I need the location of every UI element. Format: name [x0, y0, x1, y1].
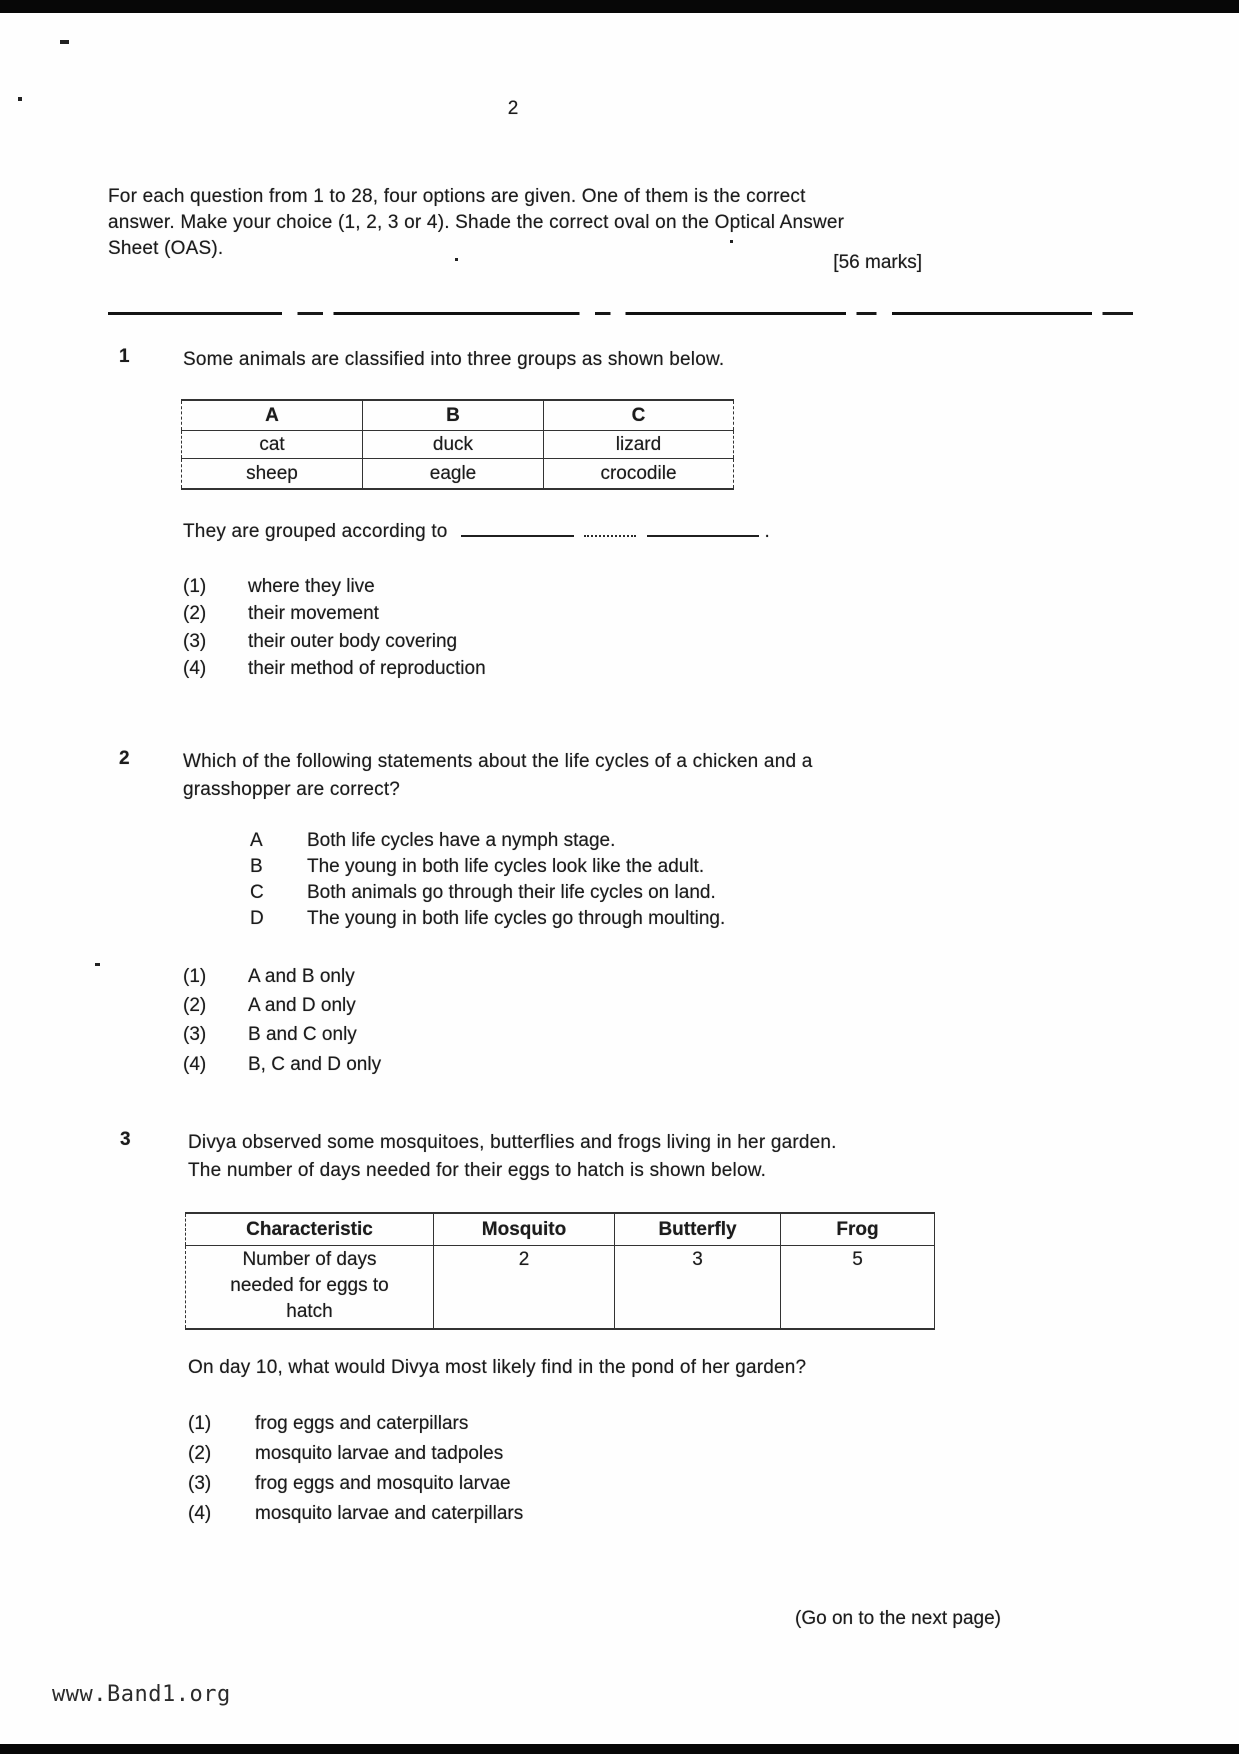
statement-row — [250, 908, 930, 934]
statement-row — [250, 882, 930, 908]
statement-row — [250, 830, 930, 856]
table-cell: duck — [363, 431, 544, 459]
scan-artifact-top-bar — [0, 0, 1239, 13]
table-header-row — [186, 1213, 935, 1246]
question-1-number: 1 — [119, 346, 130, 367]
question-text-line: The number of days needed for their eggs to hatch is shown below. — [188, 1160, 767, 1181]
statement-text: The young in both life cycles go through moulting. — [307, 908, 726, 929]
option-text: their movement — [248, 603, 379, 625]
table-cell: lizard — [544, 431, 734, 459]
option-row — [188, 1473, 788, 1503]
statement-label: A — [250, 830, 263, 851]
table-header-cell: C — [544, 400, 734, 431]
row-label-line: needed for eggs to — [230, 1275, 389, 1296]
prompt-suffix: . — [764, 521, 770, 542]
question-3-text — [188, 1129, 958, 1185]
question-1-options — [183, 576, 783, 686]
row-label-line: hatch — [286, 1301, 333, 1322]
statement-label: C — [250, 882, 264, 903]
option-label: (4) — [183, 658, 207, 680]
question-2-number: 2 — [119, 748, 130, 769]
option-row — [188, 1503, 788, 1533]
question-1-text: Some animals are classified into three groups as shown below. — [183, 349, 725, 370]
option-label: (3) — [183, 630, 207, 652]
statement-label: D — [250, 908, 264, 929]
option-label: (3) — [183, 1024, 207, 1046]
option-label: (1) — [188, 1413, 212, 1434]
question-1-table — [181, 399, 734, 490]
instructions — [108, 184, 948, 263]
option-text: B, C and D only — [248, 1053, 382, 1075]
option-label: (2) — [183, 995, 207, 1017]
scan-speck — [60, 40, 69, 44]
table-header-cell: Butterfly — [615, 1213, 781, 1246]
option-row — [183, 1024, 783, 1053]
option-text: frog eggs and mosquito larvae — [255, 1473, 511, 1494]
question-2-statements — [250, 830, 930, 934]
option-row — [183, 603, 783, 630]
option-text: where they live — [248, 576, 375, 597]
option-row — [183, 631, 783, 658]
watermark: www.Band1.org — [52, 1682, 231, 1707]
table-header-row — [182, 400, 734, 431]
option-row — [183, 1054, 783, 1083]
table-cell: 3 — [615, 1246, 781, 1330]
question-2-text — [183, 748, 943, 803]
question-3-number: 3 — [120, 1129, 131, 1150]
statement-row — [250, 856, 930, 882]
table-cell: eagle — [363, 459, 544, 490]
question-1-prompt — [183, 518, 933, 545]
table-header-cell: Characteristic — [186, 1213, 434, 1246]
statement-text: Both life cycles have a nymph stage. — [307, 830, 616, 851]
table-row — [186, 1246, 935, 1330]
table-cell: crocodile — [544, 459, 734, 490]
option-label: (2) — [183, 603, 207, 625]
answer-blank — [584, 520, 636, 537]
table-row — [182, 459, 734, 490]
question-2-options — [183, 966, 783, 1083]
table-header-cell: Frog — [781, 1213, 935, 1246]
question-text-line: grasshopper are correct? — [183, 778, 401, 800]
table-header-cell: B — [363, 400, 544, 431]
row-label-line: Number of days — [242, 1249, 377, 1270]
scan-artifact-bottom-bar — [0, 1744, 1239, 1754]
option-row — [188, 1413, 788, 1443]
question-3-table — [185, 1212, 935, 1330]
option-row — [188, 1443, 788, 1473]
option-label: (3) — [188, 1473, 212, 1494]
scan-speck — [18, 97, 22, 101]
option-row — [183, 995, 783, 1024]
statement-text: The young in both life cycles look like the adult. — [307, 856, 705, 877]
table-row — [182, 431, 734, 459]
option-text: mosquito larvae and caterpillars — [255, 1503, 524, 1524]
option-row — [183, 658, 783, 685]
statement-text: Both animals go through their life cycles on land. — [307, 882, 716, 903]
option-label: (2) — [188, 1443, 212, 1464]
marks-total: [56 marks] — [833, 252, 922, 273]
option-text: mosquito larvae and tadpoles — [255, 1443, 504, 1464]
instructions-line: Sheet (OAS). — [108, 238, 224, 260]
scan-speck — [95, 963, 100, 966]
question-text-line: Divya observed some mosquitoes, butterflies and frogs living in her garden. — [188, 1132, 837, 1153]
option-label: (1) — [183, 576, 207, 597]
option-label: (4) — [183, 1053, 207, 1075]
option-label: (4) — [188, 1503, 212, 1524]
option-row — [183, 576, 783, 603]
option-text: their outer body covering — [248, 630, 458, 652]
option-text: frog eggs and caterpillars — [255, 1413, 469, 1434]
option-text: A and B only — [248, 966, 355, 987]
answer-blank — [461, 520, 574, 537]
next-page-note: (Go on to the next page) — [795, 1608, 1001, 1629]
option-row — [183, 966, 783, 995]
table-cell: sheep — [182, 459, 363, 490]
answer-blank — [647, 520, 759, 537]
option-text: A and D only — [248, 995, 356, 1017]
table-row-label — [186, 1246, 434, 1330]
option-text: their method of reproduction — [248, 658, 486, 680]
instructions-line: For each question from 1 to 28, four options are given. One of them is the correct — [108, 186, 806, 207]
instructions-line: answer. Make your choice (1, 2, 3 or 4). Shade the correct oval on the Optical Answer — [108, 212, 845, 234]
section-divider — [108, 312, 1133, 315]
statement-label: B — [250, 856, 263, 877]
table-cell: 2 — [434, 1246, 615, 1330]
option-label: (1) — [183, 966, 207, 987]
question-text-line: Which of the following statements about the life cycles of a chicken and a — [183, 751, 813, 772]
table-header-cell: A — [182, 400, 363, 431]
table-header-cell: Mosquito — [434, 1213, 615, 1246]
page-number: 2 — [507, 98, 519, 119]
table-cell: 5 — [781, 1246, 935, 1330]
question-3-options — [188, 1413, 788, 1533]
prompt-text: They are grouped according to — [183, 521, 448, 542]
table-cell: cat — [182, 431, 363, 459]
option-text: B and C only — [248, 1024, 357, 1046]
question-3-prompt: On day 10, what would Divya most likely find in the pond of her garden? — [188, 1357, 807, 1378]
